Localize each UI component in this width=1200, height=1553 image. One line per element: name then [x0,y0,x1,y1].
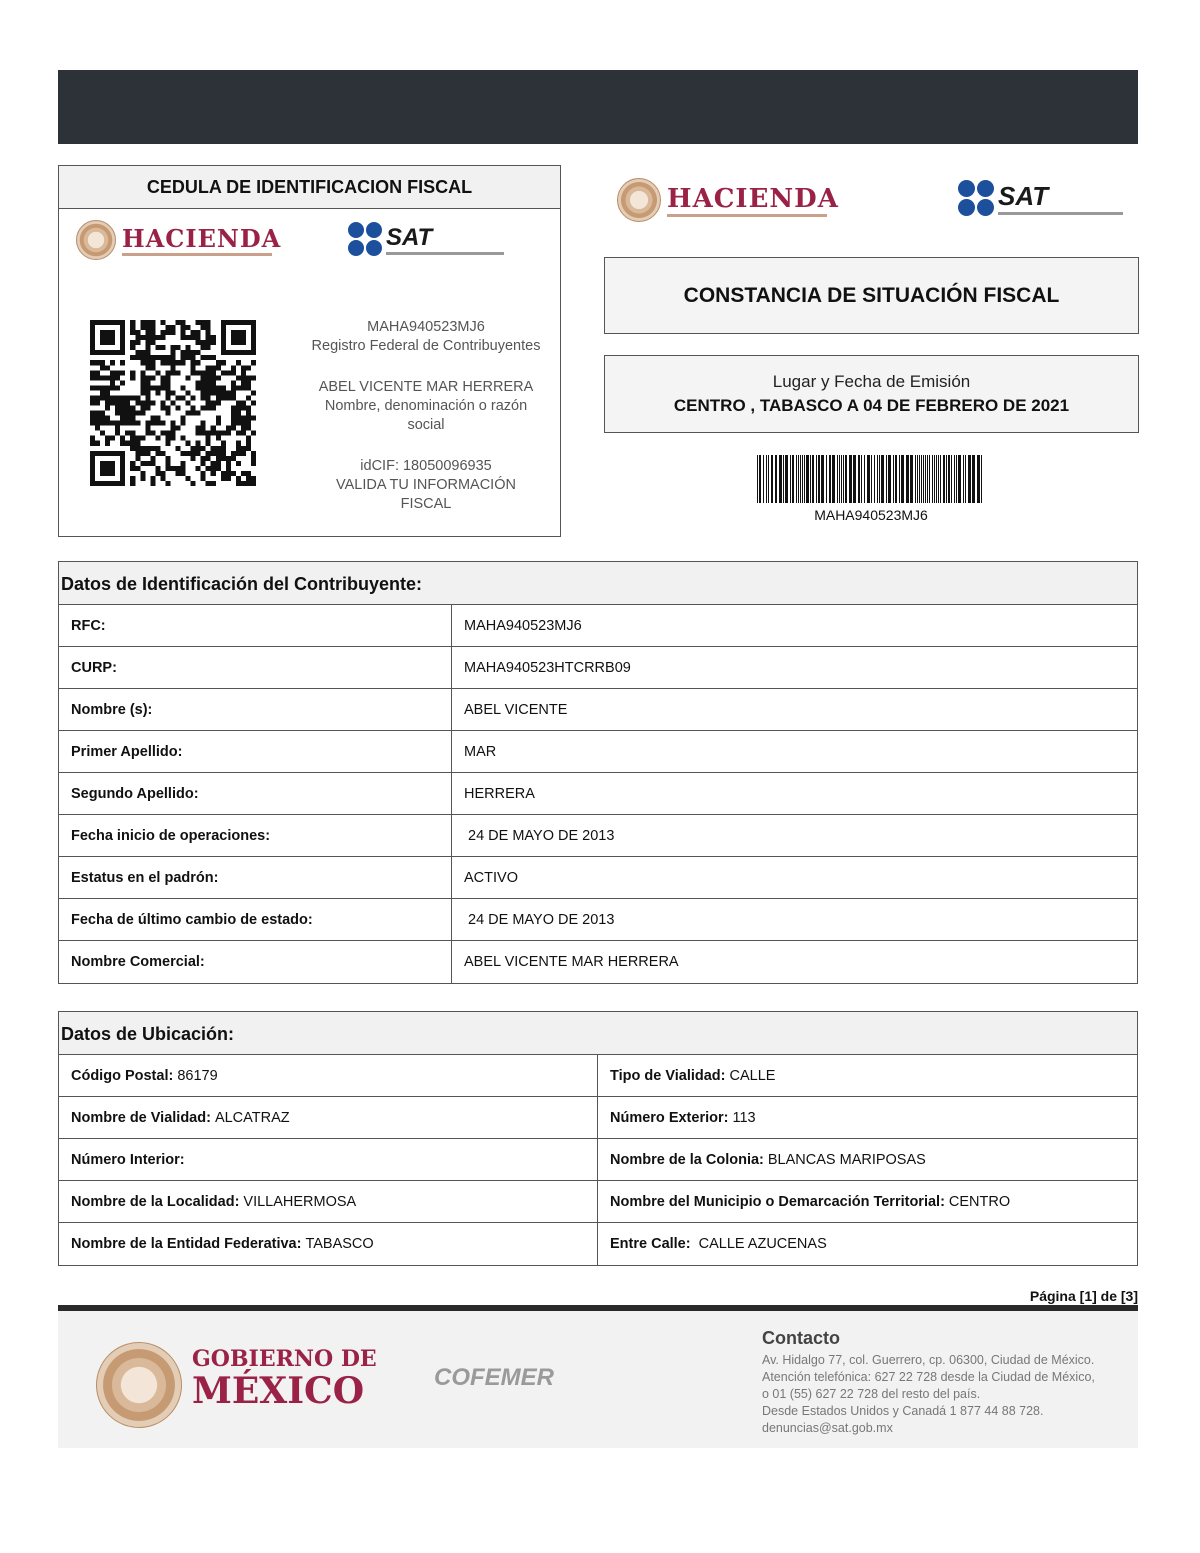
contact-line: Av. Hidalgo 77, col. Guerrero, cp. 06300, Ciudad de México. [762,1353,1095,1367]
field-label: Entre Calle: [610,1236,691,1252]
sat-logo-text: SAT [386,223,433,251]
contact-line: Desde Estados Unidos y Canadá 1 877 44 88 728. [762,1404,1044,1418]
field-value: BLANCAS MARIPOSAS [767,1151,926,1168]
field-label: Nombre de la Entidad Federativa: [71,1236,302,1252]
contact-line: o 01 (55) 627 22 728 del resto del país. [762,1387,981,1401]
table-row [59,689,1137,731]
field-label: Fecha inicio de operaciones: [59,815,452,856]
table-row [59,731,1137,773]
field-label: Estatus en el padrón: [59,857,452,898]
contact-line: Atención telefónica: 627 22 728 desde la Ciudad de México, [762,1370,1095,1384]
field-value: 24 DE MAYO DE 2013 [464,827,615,844]
location-section [58,1011,1138,1266]
table-row [59,1223,1137,1265]
emission-label: Lugar y Fecha de Emisión [772,372,971,391]
emission-box [604,355,1139,433]
mexico-seal-icon [617,178,661,222]
table-row [59,899,1137,941]
field-value: MAHA940523HTCRRB09 [464,659,631,676]
field-value: CALLE [729,1067,776,1084]
gobierno-line1: GOBIERNO DE [192,1346,377,1372]
document-title: CONSTANCIA DE SITUACIÓN FISCAL [604,257,1139,334]
hacienda-logo-text: HACIENDA [122,224,282,253]
sat-logo-small [348,222,504,256]
qr-code[interactable] [90,320,256,486]
gobierno-seal [96,1342,182,1428]
hacienda-logo-small [76,220,281,260]
field-label: Código Postal: [71,1067,174,1084]
table-row [59,1181,1137,1223]
field-value: ABEL VICENTE MAR HERRERA [464,954,679,970]
field-label: Nombre Comercial: [59,941,452,983]
cedula-idcif: idCIF: 18050096935 [360,458,492,474]
cedula-rfc: MAHA940523MJ6 [367,319,485,335]
field-label: RFC: [59,605,452,646]
contact-email[interactable]: denuncias@sat.gob.mx [762,1421,893,1435]
field-label: Nombre de Vialidad: [71,1109,211,1126]
table-row [59,1055,1137,1097]
table-row [59,815,1137,857]
field-label: Primer Apellido: [59,731,452,772]
hacienda-logo-text: HACIENDA [667,183,839,214]
location-cell [598,1139,1137,1180]
table-row [59,1139,1137,1181]
field-value: MAHA940523MJ6 [464,617,582,634]
field-value: ABEL VICENTE [464,701,568,718]
mexico-seal-icon [96,1342,182,1428]
cofemer-logo: COFEMER [434,1364,554,1391]
field-value: 86179 [177,1067,218,1084]
field-value: ACTIVO [464,869,518,886]
field-value: HERRERA [464,785,535,802]
location-cell [598,1055,1137,1096]
field-label: Nombre de la Colonia: [610,1151,764,1168]
cedula-rfc-caption: Registro Federal de Contribuyentes [311,338,541,354]
identification-title: Datos de Identificación del Contribuyente: [59,562,1137,605]
field-value: MAR [464,743,497,760]
field-value: CENTRO [948,1193,1011,1210]
field-label: Nombre (s): [59,689,452,730]
field-value: ALCATRAZ [214,1109,290,1126]
barcode-text: MAHA940523MJ6 [814,507,928,523]
field-value: VILLAHERMOSA [243,1193,357,1210]
location-cell [59,1139,598,1180]
sat-logo [958,180,1123,216]
emission-value: CENTRO , TABASCO A 04 DE FEBRERO DE 2021 [673,396,1070,415]
field-label: Número Exterior: [610,1109,729,1126]
field-value: 24 DE MAYO DE 2013 [464,911,615,928]
gobierno-line2: MÉXICO [192,1370,365,1412]
field-label: Nombre de la Localidad: [71,1193,240,1210]
sat-logo-text: SAT [998,181,1049,211]
location-title: Datos de Ubicación: [59,1012,1137,1055]
table-row [59,647,1137,689]
field-label: Segundo Apellido: [59,773,452,814]
field-value: TABASCO [305,1236,374,1252]
cedula-title: CEDULA DE IDENTIFICACION FISCAL [59,166,560,209]
sat-dots-icon [958,180,994,216]
field-label: Fecha de último cambio de estado: [59,899,452,940]
barcode [757,455,985,503]
field-label: Tipo de Vialidad: [610,1067,726,1084]
field-value: CALLE AZUCENAS [694,1236,827,1252]
location-cell [59,1055,598,1096]
location-cell [59,1181,598,1222]
field-label: Nombre del Municipio o Demarcación Territorial: [610,1193,945,1210]
cedula-name: ABEL VICENTE MAR HERRERA [318,379,534,395]
field-value: 113 [732,1109,756,1126]
cedula-validate: VALIDA TU INFORMACIÓN FISCAL [336,477,516,512]
identification-section [58,561,1138,984]
table-row [59,857,1137,899]
hacienda-logo [617,178,839,222]
location-cell [59,1223,598,1265]
location-cell [598,1097,1137,1138]
contact-title: Contacto [762,1328,840,1348]
table-row [59,605,1137,647]
top-banner [58,70,1138,144]
mexico-seal-icon [76,220,116,260]
field-label: CURP: [59,647,452,688]
sat-dots-icon [348,222,382,256]
location-cell [598,1223,1137,1265]
field-label: Número Interior: [71,1151,185,1168]
cedula-info [300,318,552,514]
table-row [59,773,1137,815]
location-cell [59,1097,598,1138]
location-cell [598,1181,1137,1222]
table-row [59,941,1137,983]
contact-text [762,1352,1122,1437]
table-row [59,1097,1137,1139]
page-indicator: Página [1] de [3] [1029,1288,1138,1304]
cedula-name-caption: Nombre, denominación o razón social [324,398,528,433]
